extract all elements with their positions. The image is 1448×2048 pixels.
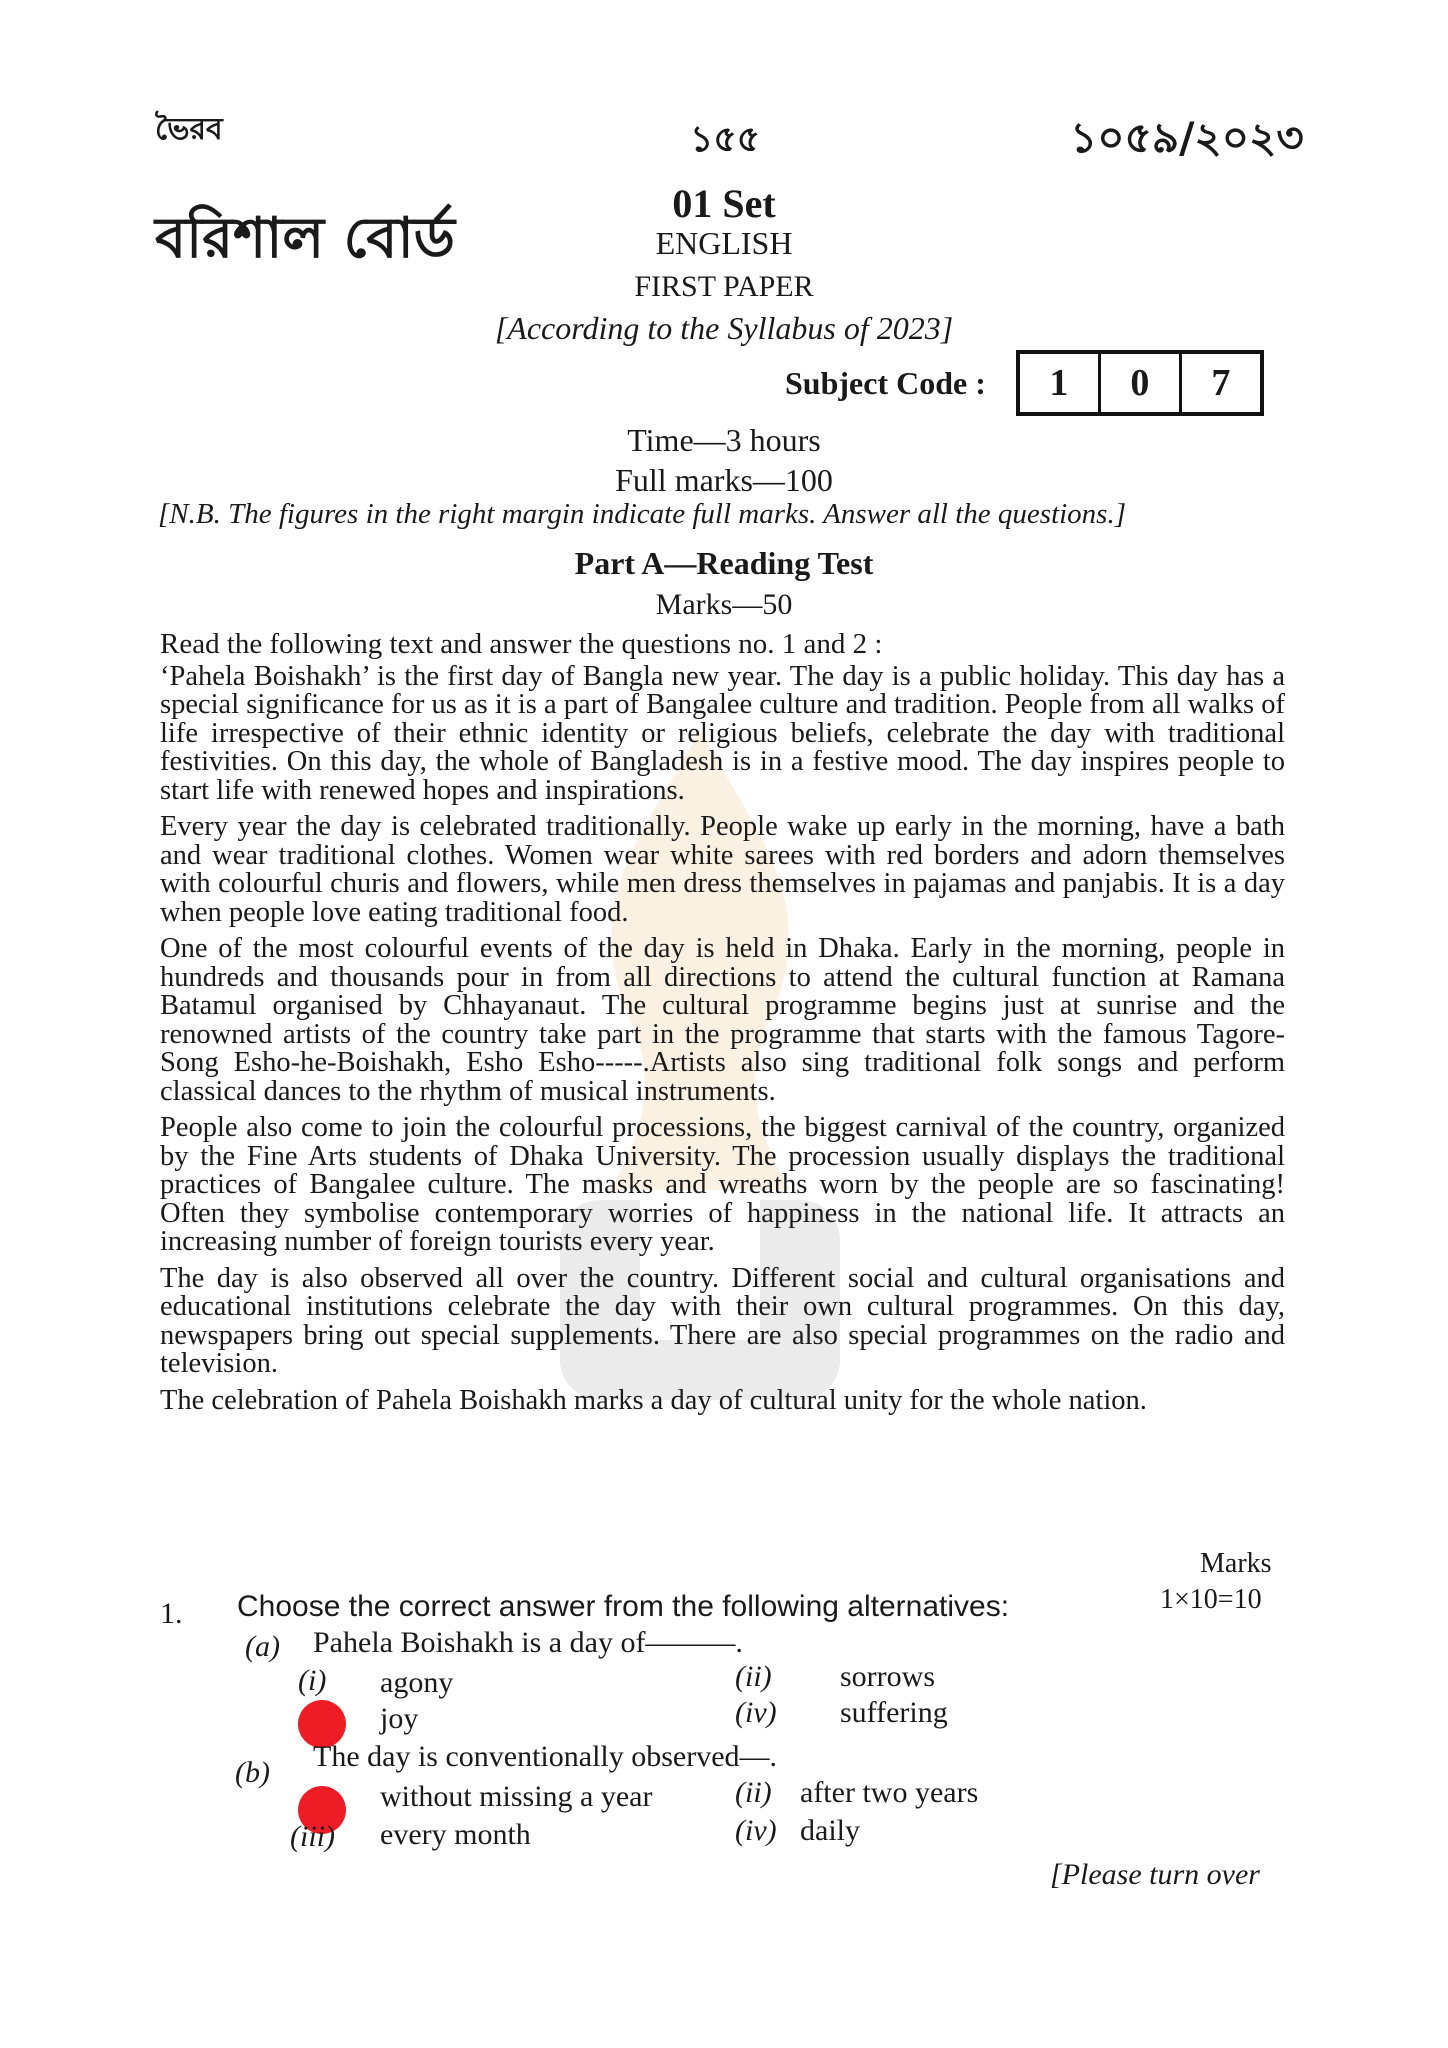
subject-title: ENGLISH: [655, 225, 793, 261]
passage-paragraph: The celebration of Pahela Boishakh marks a day of cultural unity for the whole nation.: [160, 1384, 1147, 1416]
question-number: 1.: [160, 1597, 183, 1630]
option-label: (iii): [290, 1820, 335, 1853]
option-text: daily: [800, 1814, 860, 1847]
subject-code-box: [1016, 350, 1264, 416]
option-label: (ii): [735, 1776, 772, 1809]
exam-number: ১০৫৯/২০২৩: [1070, 113, 1304, 162]
passage-paragraph: One of the most colourful events of the day is held in Dhaka. Early in the morning, people in hundreds and thousands pour in from all directions to attend the cultural function at Ramana Batamul organised by Chhayanaut. The cultural programme begins just at sunrise and the renowned artists of the country take part in the programme that starts with the famous Tagore-Song Esho-he-Boishakh, Esho Esho-----.Artists also sing traditional folk songs and perform classical dances to the rhythm of musical instruments.: [160, 933, 1285, 1107]
subject-code-label: Subject Code :: [785, 364, 986, 401]
item-stem: The day is conventionally observed—.: [313, 1740, 778, 1773]
item-stem: Pahela Boishakh is a day of———.: [313, 1626, 743, 1659]
region-label: ভৈরব: [155, 112, 223, 147]
option-text: after two years: [800, 1776, 979, 1809]
full-marks: Full marks—100: [615, 462, 833, 498]
turn-over-note: [Please turn over: [1050, 1858, 1260, 1891]
passage-paragraph: Every year the day is celebrated traditionally. People wake up early in the morning, have a bath and wear traditional clothes. Women wear white sarees with red borders and adorn themselves with colourful churis and flowers, while men dress themselves in pajamas and panjabis. It is a day when people love eating traditional food.: [160, 811, 1285, 928]
option-label: (ii): [735, 1660, 772, 1693]
option-label: (iv): [735, 1696, 777, 1729]
board-name: বরিশাল বোর্ড: [155, 206, 455, 271]
syllabus-note: [According to the Syllabus of 2023]: [494, 310, 954, 346]
instructions-note: [N.B. The figures in the right margin indicate full marks. Answer all the questions.]: [158, 498, 1127, 530]
option-text: joy: [380, 1702, 419, 1735]
option-text: without missing a year: [380, 1780, 653, 1813]
item-label: (b): [235, 1756, 270, 1789]
marks-column-label: Marks: [1200, 1548, 1272, 1579]
question-marks: 1×10=10: [1160, 1584, 1262, 1615]
passage-paragraph: ‘Pahela Boishakh’ is the first day of Bangla new year. The day is a public holiday. This day has a special significance for us as it is a part of Bangalee culture and tradition. People from all walks of life irrespective of their ethnic identity or religious beliefs, celebrate the day with traditional festivities. On this day, the whole of Bangladesh is in a festive mood. The day inspires people to start life with renewed hopes and inspirations.: [160, 660, 1285, 806]
passage-paragraph: People also come to join the colourful processions, the biggest carnival of the country, organized by the Fine Arts students of Dhaka University. The procession usually displays the traditional practices of Bangalee culture. The masks and wreaths worn by the people are so fascinating! Often they symbolise contemporary worries of happiness in the national life. It attracts an increasing number of foreign tourists every year.: [160, 1112, 1285, 1257]
item-label: (a): [245, 1630, 280, 1663]
subject-code-digit: 7: [1211, 362, 1231, 404]
question-text: Choose the correct answer from the following alternatives:: [237, 1590, 1010, 1623]
reading-passage: [160, 630, 1285, 1423]
passage-instruction: Read the following text and answer the questions no. 1 and 2 :: [160, 628, 883, 660]
option-label: (iv): [735, 1814, 777, 1847]
subject-code-digit: 0: [1101, 354, 1182, 412]
section-marks: Marks—50: [655, 588, 793, 621]
option-label: (i): [298, 1664, 327, 1697]
passage-paragraph: The day is also observed all over the country. Different social and cultural organisations and educational institutions celebrate the day with their own cultural programmes. On this day, newspapers bring out special supplements. There are also special programmes on the radio and television.: [160, 1262, 1285, 1379]
option-text: suffering: [840, 1696, 948, 1729]
center-code: ১৫৫: [690, 119, 761, 160]
subject-code: [785, 350, 1264, 416]
option-text: every month: [380, 1818, 531, 1851]
subject-code-digit: 1: [1020, 354, 1101, 412]
set-label: 01 Set: [672, 181, 776, 226]
option-text: agony: [380, 1666, 454, 1699]
paper-title: FIRST PAPER: [634, 270, 814, 303]
section-title: Part A—Reading Test: [574, 545, 874, 581]
time-limit: Time—3 hours: [627, 422, 821, 458]
option-text: sorrows: [840, 1660, 935, 1693]
